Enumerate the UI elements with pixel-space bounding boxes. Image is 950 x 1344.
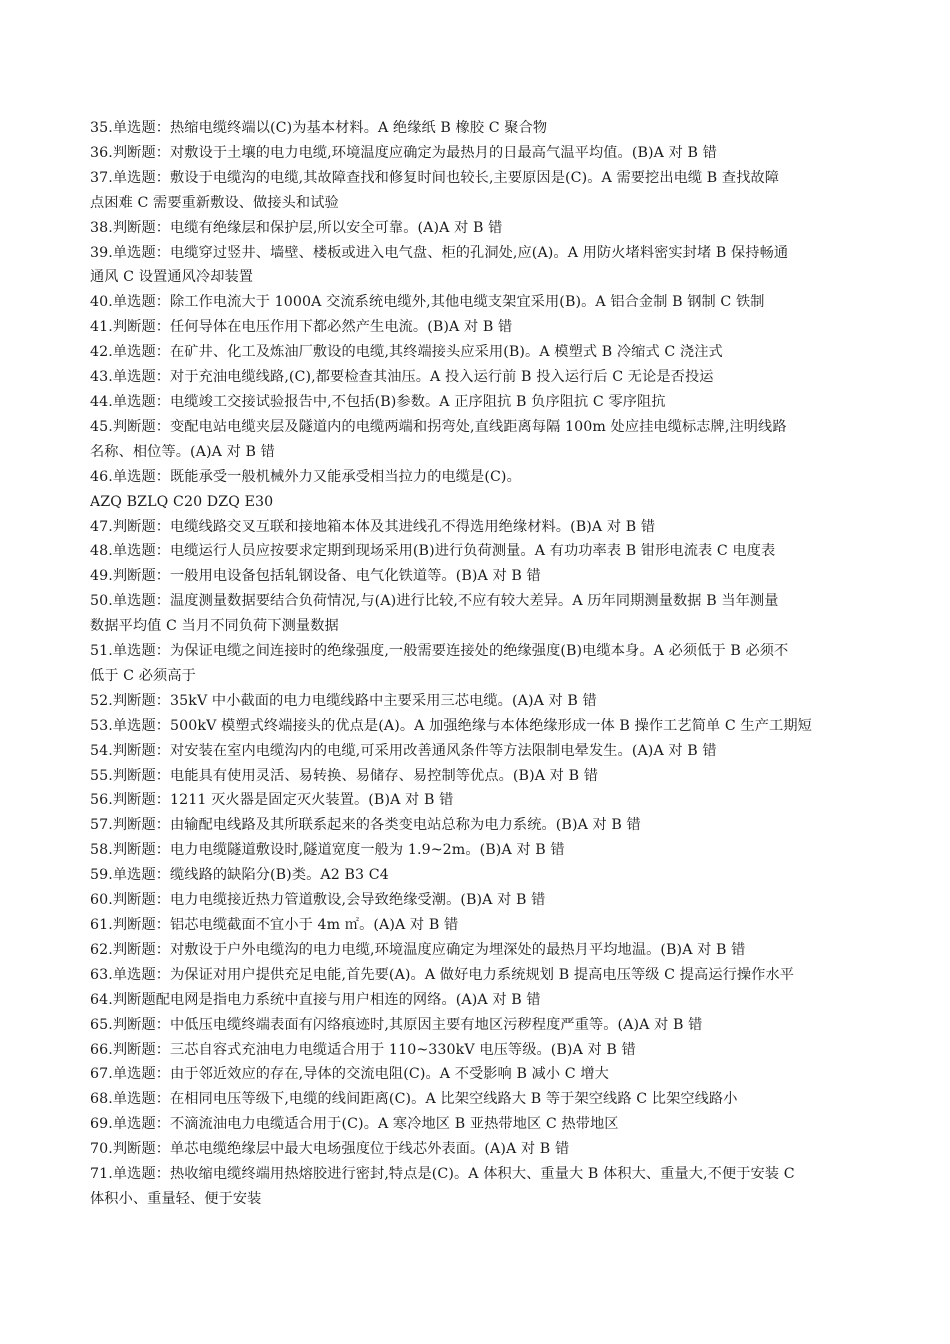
text-line: 57.判断题：由输配电线路及其所联系起来的各类变电站总称为电力系统。(B)A 对 B 错 — [90, 817, 641, 834]
text-line: 42.单选题：在矿井、化工及炼油厂敷设的电缆,其终端接头应采用(B)。A 模塑式 B 冷缩式 C 浇注式 — [90, 344, 723, 361]
text-line: 48.单选题：电缆运行人员应按要求定期到现场采用(B)进行负荷测量。A 有功功率表 B 钳形电流表 C 电度表 — [90, 543, 776, 560]
text-line: 44.单选题：电缆竣工交接试验报告中,不包括(B)参数。A 正序阻抗 B 负序阻抗 C 零序阻抗 — [90, 393, 666, 410]
text-line: 68.单选题：在相同电压等级下,电缆的线间距离(C)。A 比架空线路大 B 等于架空线路 C 比架空线路小 — [90, 1091, 738, 1108]
text-line: 43.单选题：对于充油电缆线路,(C),都要检查其油压。A 投入运行前 B 投入运行后 C 无论是否投运 — [90, 369, 714, 386]
text-line: 36.判断题：对敷设于土壤的电力电缆,环境温度应确定为最热月的日最高气温平均值。(B)A 对 B 错 — [90, 144, 717, 161]
document-body — [90, 116, 862, 1212]
text-line: 46.单选题：既能承受一般机械外力又能承受相当拉力的电缆是(C)。 — [90, 468, 521, 485]
text-line: 63.单选题：为保证对用户提供充足电能,首先要(A)。A 做好电力系统规划 B 提高电压等级 C 提高运行操作水平 — [90, 966, 795, 983]
text-line: 54.判断题：对安装在室内电缆沟内的电缆,可采用改善通风条件等方法限制电晕发生。(A)A 对 B 错 — [90, 742, 717, 759]
text-line: 体积小、重量轻、便于安装 — [90, 1190, 262, 1207]
text-line: 41.判断题：任何导体在电压作用下都必然产生电流。(B)A 对 B 错 — [90, 319, 513, 336]
text-line: 51.单选题：为保证电缆之间连接时的绝缘强度,一般需要连接处的绝缘强度(B)电缆本身。A 必须低于 B 必须不 — [90, 643, 789, 660]
text-line: 45.判断题：变配电站电缆夹层及隧道内的电缆两端和拐弯处,直线距离每隔 100m 处应挂电缆标志牌,注明线路 — [90, 418, 787, 435]
text-line: AZQ BZLQ C20 DZQ E30 — [90, 493, 274, 510]
text-line: 55.判断题：电能具有使用灵活、易转换、易储存、易控制等优点。(B)A 对 B 错 — [90, 767, 598, 784]
text-line: 数据平均值 C 当月不同负荷下测量数据 — [90, 618, 339, 635]
text-line: 40.单选题：除工作电流大于 1000A 交流系统电缆外,其他电缆支架宜采用(B)。A 铝合金制 B 钢制 C 铁制 — [90, 294, 765, 311]
text-line: 49.判断题：一般用电设备包括轧钢设备、电气化铁道等。(B)A 对 B 错 — [90, 568, 541, 585]
text-line: 56.判断题：1211 灭火器是固定灭火装置。(B)A 对 B 错 — [90, 792, 454, 809]
text-line: 62.判断题：对敷设于户外电缆沟的电力电缆,环境温度应确定为埋深处的最热月平均地温。(B)A 对 B 错 — [90, 941, 746, 958]
text-line: 50.单选题：温度测量数据要结合负荷情况,与(A)进行比较,不应有较大差异。A 历年同期测量数据 B 当年测量 — [90, 593, 779, 610]
text-line: 38.判断题：电缆有绝缘层和保护层,所以安全可靠。(A)A 对 B 错 — [90, 219, 503, 236]
text-line: 低于 C 必须高于 — [90, 667, 196, 684]
text-line: 35.单选题：热缩电缆终端以(C)为基本材料。A 绝缘纸 B 橡胶 C 聚合物 — [90, 120, 548, 136]
text-line: 点困难 C 需要重新敷设、做接头和试验 — [90, 194, 339, 211]
text-line: 60.判断题：电力电缆接近热力管道敷设,会导致绝缘受潮。(B)A 对 B 错 — [90, 892, 546, 909]
text-line: 58.判断题：电力电缆隧道敷设时,隧道宽度一般为 1.9~2m。(B)A 对 B 错 — [90, 842, 565, 859]
text-line: 53.单选题：500kV 模塑式终端接头的优点是(A)。A 加强绝缘与本体绝缘形成一体 B 操作工艺简单 C 生产工期短 — [90, 717, 812, 734]
text-line: 59.单选题：缆线路的缺陷分(B)类。A2 B3 C4 — [90, 867, 389, 884]
text-line: 70.判断题：单芯电缆绝缘层中最大电场强度位于线芯外表面。(A)A 对 B 错 — [90, 1141, 570, 1158]
text-line: 61.判断题：铝芯电缆截面不宜小于 4m ㎡。(A)A 对 B 错 — [90, 917, 459, 933]
text-line: 37.单选题：敷设于电缆沟的电缆,其故障查找和修复时间也较长,主要原因是(C)。A 需要挖出电缆 B 查找故障 — [90, 169, 780, 186]
text-line: 通风 C 设置通风冷却装置 — [90, 269, 254, 286]
text-line: 69.单选题：不滴流油电力电缆适合用于(C)。A 寒冷地区 B 亚热带地区 C 热带地区 — [90, 1116, 619, 1133]
text-line: 39.单选题：电缆穿过竖井、墙壁、楼板或进入电气盘、柜的孔洞处,应(A)。A 用防火堵料密实封堵 B 保持畅通 — [90, 244, 789, 261]
text-line: 52.判断题：35kV 中小截面的电力电缆线路中主要采用三芯电缆。(A)A 对 B 错 — [90, 692, 597, 709]
text-line: 47.判断题：电缆线路交叉互联和接地箱本体及其进线孔不得选用绝缘材料。(B)A 对 B 错 — [90, 518, 656, 535]
text-line: 66.判断题：三芯自容式充油电力电缆适合用于 110~330kV 电压等级。(B)A 对 B 错 — [90, 1041, 636, 1058]
text-line: 65.判断题：中低压电缆终端表面有闪络痕迹时,其原因主要有地区污秽程度严重等。(A)A 对 B 错 — [90, 1016, 703, 1033]
text-line: 67.单选题：由于邻近效应的存在,导体的交流电阻(C)。A 不受影响 B 减小 C 增大 — [90, 1066, 609, 1083]
text-line: 名称、相位等。(A)A 对 B 错 — [90, 443, 275, 460]
text-line: 64.判断题配电网是指电力系统中直接与用户相连的网络。(A)A 对 B 错 — [90, 991, 541, 1008]
text-line: 71.单选题：热收缩电缆终端用热熔胶进行密封,特点是(C)。A 体积大、重量大 B 体积大、重量大,不便于安装 C — [90, 1166, 795, 1183]
